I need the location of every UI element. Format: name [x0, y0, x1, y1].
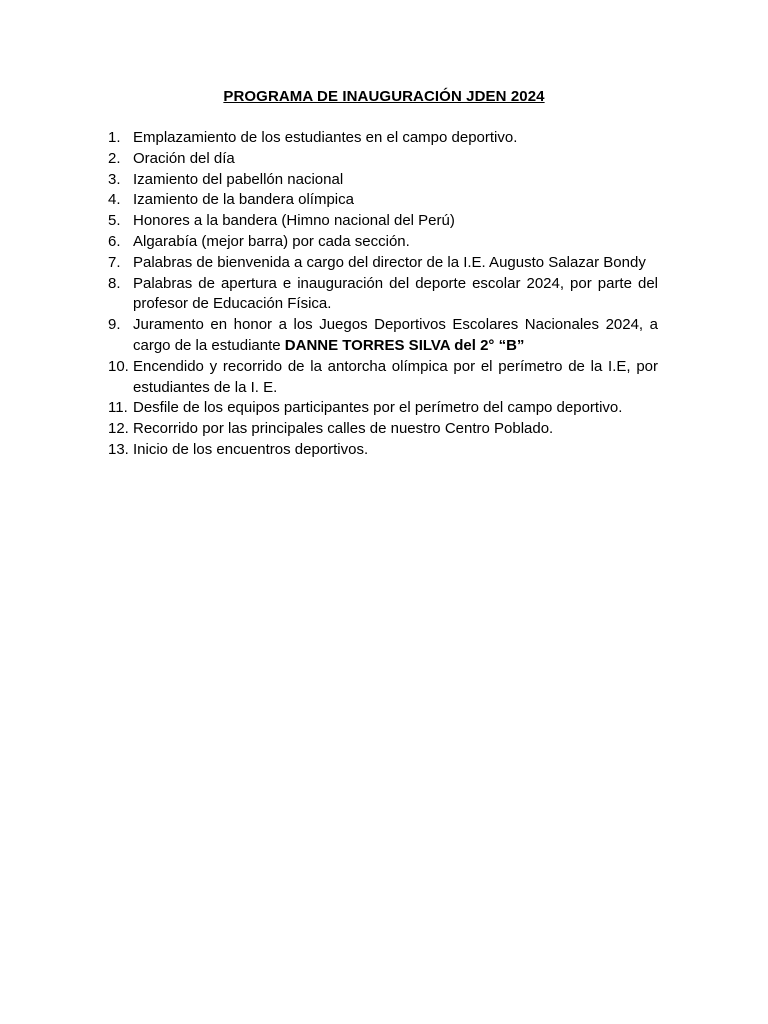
list-item [108, 149, 658, 170]
item-number: 13. [108, 440, 129, 458]
list-item [108, 440, 658, 461]
program-list [108, 128, 658, 461]
item-number: 2. [108, 149, 121, 167]
list-item [108, 232, 658, 253]
item-number: 3. [108, 170, 121, 188]
item-text: Izamiento de la bandera olímpica [133, 191, 354, 209]
list-item [108, 419, 658, 440]
item-number: 4. [108, 191, 121, 209]
item-text: Recorrido por las principales calles de nuestro Centro Poblado. [133, 420, 554, 438]
item-number: 5. [108, 212, 121, 230]
list-item [108, 211, 658, 232]
list-item [108, 274, 658, 316]
item-text: Algarabía (mejor barra) por cada sección. [133, 232, 410, 250]
item-number: 8. [108, 274, 121, 292]
item-text: Encendido y recorrido de la antorcha olímpica por el perímetro de la I.E, por estudiantes de la I. E. [133, 357, 658, 396]
item-number: 7. [108, 253, 121, 271]
list-item [108, 315, 658, 357]
item-text: Desfile de los equipos participantes por el perímetro del campo deportivo. [133, 399, 623, 417]
list-item [108, 128, 658, 149]
item-text: Izamiento del pabellón nacional [133, 170, 344, 188]
item-text: Honores a la bandera (Himno nacional del Perú) [133, 212, 455, 230]
item-text: Palabras de apertura e inauguración del deporte escolar 2024, por parte del profesor de Educación Física. [133, 274, 658, 313]
item-text: Emplazamiento de los estudiantes en el campo deportivo. [133, 129, 518, 146]
list-item [108, 398, 658, 419]
list-item [108, 357, 658, 399]
item-number: 10. [108, 357, 129, 375]
list-item [108, 170, 658, 191]
item-number: 11. [108, 399, 128, 417]
item-number: 9. [108, 316, 121, 334]
item-text: Oración del día [133, 149, 235, 167]
item-number: 12. [108, 420, 129, 438]
item-text: Palabras de bienvenida a cargo del director de la I.E. Augusto Salazar Bondy [133, 253, 646, 271]
item-text: Juramento en honor a los Juegos Deportivos Escolares Nacionales 2024, a cargo de la estudiante [133, 316, 658, 354]
student-name: DANNE TORRES SILVA del 2° “B” [284, 336, 525, 354]
list-item [108, 190, 658, 211]
item-number: 1. [108, 129, 121, 146]
item-number: 6. [108, 232, 121, 250]
item-text-container [133, 315, 658, 357]
item-text: Inicio de los encuentros deportivos. [133, 440, 369, 458]
list-item [108, 253, 658, 274]
document-title: PROGRAMA DE INAUGURACIÓN JDEN 2024 [223, 88, 545, 105]
